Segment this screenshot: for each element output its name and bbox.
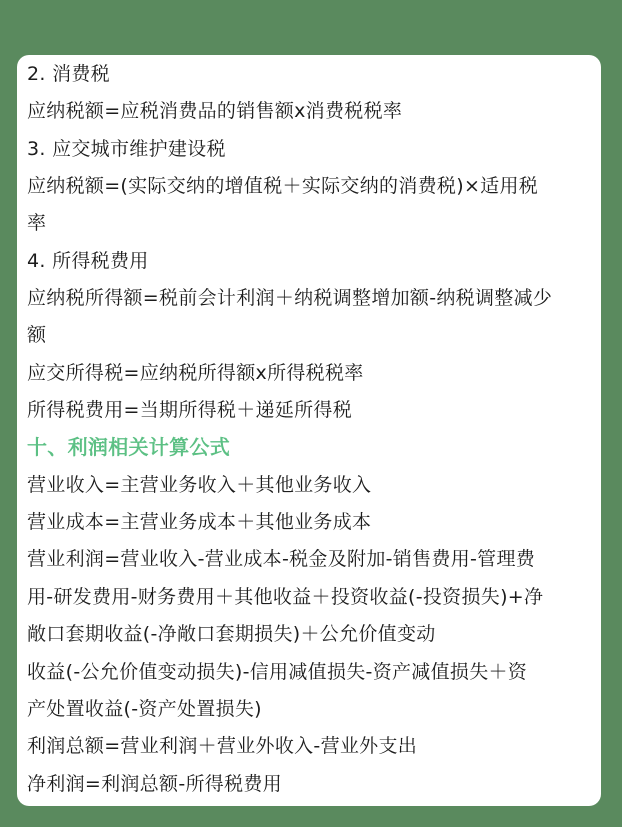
section-title-urban-maintenance-tax: 3. 应交城市维护建设税 [27, 137, 226, 160]
formula-operating-profit-cont-3: 收益(-公允价值变动损失)-信用减值损失-资产减值损失＋资 [27, 660, 528, 683]
content-card [17, 55, 601, 806]
formula-income-tax-payable: 应交所得税=应纳税所得额x所得税税率 [27, 361, 364, 384]
section-heading-profit-formulas: 十、利润相关计算公式 [27, 435, 230, 460]
section-title-income-tax-expense: 4. 所得税费用 [27, 249, 149, 272]
formula-net-profit: 净利润=利润总额-所得税费用 [27, 772, 282, 795]
formula-consumption-tax: 应纳税额=应税消费品的销售额x消费税税率 [27, 100, 403, 123]
formula-taxable-income-cont: 额 [27, 324, 47, 347]
formula-total-profit: 利润总额=营业利润＋营业外收入-营业外支出 [27, 735, 418, 758]
formula-operating-cost: 营业成本=主营业务成本＋其他业务成本 [27, 511, 372, 534]
formula-operating-profit-cont-1: 用-研发费用-财务费用＋其他收益＋投资收益(-投资损失)+净 [27, 585, 544, 608]
formula-taxable-income: 应纳税所得额=税前会计利润＋纳税调整增加额-纳税调整减少 [27, 287, 553, 310]
formula-income-tax-expense: 所得税费用=当期所得税＋递延所得税 [27, 399, 353, 422]
formula-urban-maintenance-tax-cont: 率 [27, 212, 47, 235]
section-title-consumption-tax: 2. 消费税 [27, 63, 110, 85]
formula-operating-profit: 营业利润=营业收入-营业成本-税金及附加-销售费用-管理费 [27, 548, 536, 571]
formula-operating-profit-cont-2: 敞口套期收益(-净敞口套期损失)＋公允价值变动 [27, 623, 436, 646]
formula-operating-profit-cont-4: 产处置收益(-资产处置损失) [27, 697, 262, 720]
formula-urban-maintenance-tax: 应纳税额=(实际交纳的增值税＋实际交纳的消费税)×适用税 [27, 175, 539, 198]
formula-operating-revenue: 营业收入=主营业务收入＋其他业务收入 [27, 473, 372, 496]
